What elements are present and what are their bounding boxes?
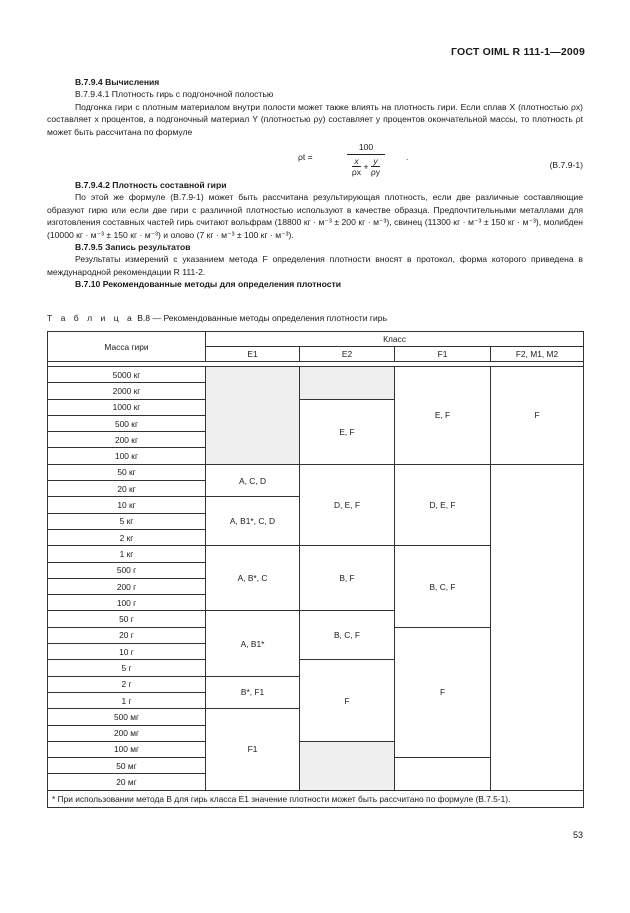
formula-number: (B.7.9-1) — [549, 160, 583, 171]
cell-e2-d: B, C, F — [300, 611, 395, 660]
cell-e2-c: B, F — [300, 546, 395, 611]
document-body — [47, 76, 583, 291]
paragraph-recording: Результаты измерений с указанием метода F определения плотности вносят в протокол, форма которого приведена в международной рекомендации R 111-2. — [47, 254, 583, 277]
cell-e1-b: A, B1*, C, D — [206, 497, 300, 546]
mass-cell: 100 кг — [48, 448, 206, 464]
table-caption-prefix: Т а б л и ц а — [47, 313, 135, 323]
cell-e2-mid: D, E, F — [300, 464, 395, 545]
formula-end: . — [406, 152, 409, 163]
section-title-composite: B.7.9.4.2 Плотность составной гири — [75, 180, 227, 191]
cell-f1-mid: D, E, F — [395, 464, 491, 545]
paragraph-composite: По этой же формуле (B.7.9-1) может быть рассчитана результирующая плотность, если две различные составляющие образуют гирю или если две гири с различной плотностью используют в качестве образца. Предпочтительными металлами для изготовления составных частей гирь считают вольфрам (18800 кг · м⁻³ ± 200 кг · м⁻³), свинец (11300 кг · м⁻³ ± 150 кг · м⁻³), молибден (10000 кг · м⁻³ ± 150 кг · м⁻³) и олово (7 кг · м⁻³ ± 100 кг · м⁻³). — [47, 192, 583, 240]
mass-cell: 200 мг — [48, 725, 206, 741]
mass-cell: 500 г — [48, 562, 206, 578]
mass-cell: 500 мг — [48, 709, 206, 725]
section-title-methods: B.7.10 Рекомендованные методы для определения плотности — [75, 279, 342, 290]
formula-fraction — [326, 141, 409, 178]
cell-f1-top: E, F — [395, 367, 491, 465]
mass-cell: 50 г — [48, 611, 206, 627]
cell-f1-c: B, C, F — [395, 546, 491, 627]
mass-cell: 2 г — [48, 676, 206, 692]
mass-cell: 50 мг — [48, 758, 206, 774]
mass-cell: 10 г — [48, 644, 206, 660]
mass-cell: 2000 кг — [48, 383, 206, 399]
mass-cell: 10 кг — [48, 497, 206, 513]
formula-b791 — [47, 141, 583, 177]
methods-table — [47, 331, 584, 808]
paragraph-cavity: Подгонка гири с плотным материалом внутри полости может также влиять на плотность гири. Если сплав X (плотностью ρx) составляет x процентов, а подгоночный материал Y (плотностью ρy) составляет y процентов окончательной массы, то плотность ρt может быть рассчитана по формуле — [47, 101, 583, 137]
cell-f2-top: F — [491, 367, 584, 465]
document-header: ГОСТ OIML R 111-1—2009 — [450, 46, 585, 58]
mass-cell: 1000 кг — [48, 399, 206, 415]
formula-denominator — [326, 156, 406, 178]
mass-cell: 50 кг — [48, 464, 206, 480]
section-title-recording: B.7.9.5 Запись результатов — [75, 242, 191, 253]
formula-lhs: ρt = — [298, 152, 313, 163]
table-footnote: * При использовании метода B для гирь класса E1 значение плотности может быть рассчитано по формуле (B.7.5-1). — [48, 790, 584, 808]
mass-cell: 5000 кг — [48, 367, 206, 383]
header-class-f1: F1 — [395, 347, 491, 362]
cell-e2-e: F — [300, 660, 395, 741]
cell-e1-c: A, B*, C — [206, 546, 300, 611]
mass-cell: 1 г — [48, 692, 206, 708]
mass-cell: 20 кг — [48, 481, 206, 497]
mass-cell: 1 кг — [48, 546, 206, 562]
cell-e2-empty — [300, 367, 395, 400]
cell-e1-a: A, C, D — [206, 464, 300, 497]
cell-f2-empty — [491, 464, 584, 790]
mass-cell: 20 г — [48, 627, 206, 643]
mass-cell: 200 г — [48, 578, 206, 594]
mass-cell: 100 мг — [48, 741, 206, 757]
table-caption — [47, 313, 387, 323]
header-class-e2: E2 — [300, 347, 395, 362]
cell-e2-top: E, F — [300, 399, 395, 464]
mass-cell: 2 кг — [48, 529, 206, 545]
formula-term-x: $\frac{x}{\rho x}$ — [351, 156, 362, 178]
page-number: 53 — [572, 830, 583, 840]
mass-cell: 100 г — [48, 595, 206, 611]
formula-plus: + — [363, 161, 369, 172]
formula-term-y: $\frac{y}{\rho y}$ — [370, 156, 381, 178]
header-mass: Масса гири — [48, 332, 206, 362]
mass-cell: 5 кг — [48, 513, 206, 529]
mass-cell: 20 мг — [48, 774, 206, 790]
cell-e1-e: B*, F1 — [206, 676, 300, 709]
header-class-f2-m1-m2: F2, M1, M2 — [491, 347, 584, 362]
subsection-line: B.7.9.4.1 Плотность гирь с подгоночной полостью — [75, 89, 274, 100]
mass-cell: 200 кг — [48, 432, 206, 448]
header-class-e1: E1 — [206, 347, 300, 362]
cell-e2-empty-bottom — [300, 741, 395, 790]
formula-numerator: 100 — [347, 141, 385, 155]
cell-f1-d: F — [395, 627, 491, 757]
mass-cell: 5 г — [48, 660, 206, 676]
cell-e1-f: F1 — [206, 709, 300, 790]
cell-e1-d: A, B1* — [206, 611, 300, 676]
cell-e1-empty — [206, 367, 300, 465]
table-caption-text: B.8 — Рекомендованные методы определения плотности гирь — [137, 313, 388, 323]
mass-cell: 500 кг — [48, 415, 206, 431]
section-title-calculations: B.7.9.4 Вычисления — [75, 77, 160, 87]
header-class: Класс — [206, 332, 584, 347]
